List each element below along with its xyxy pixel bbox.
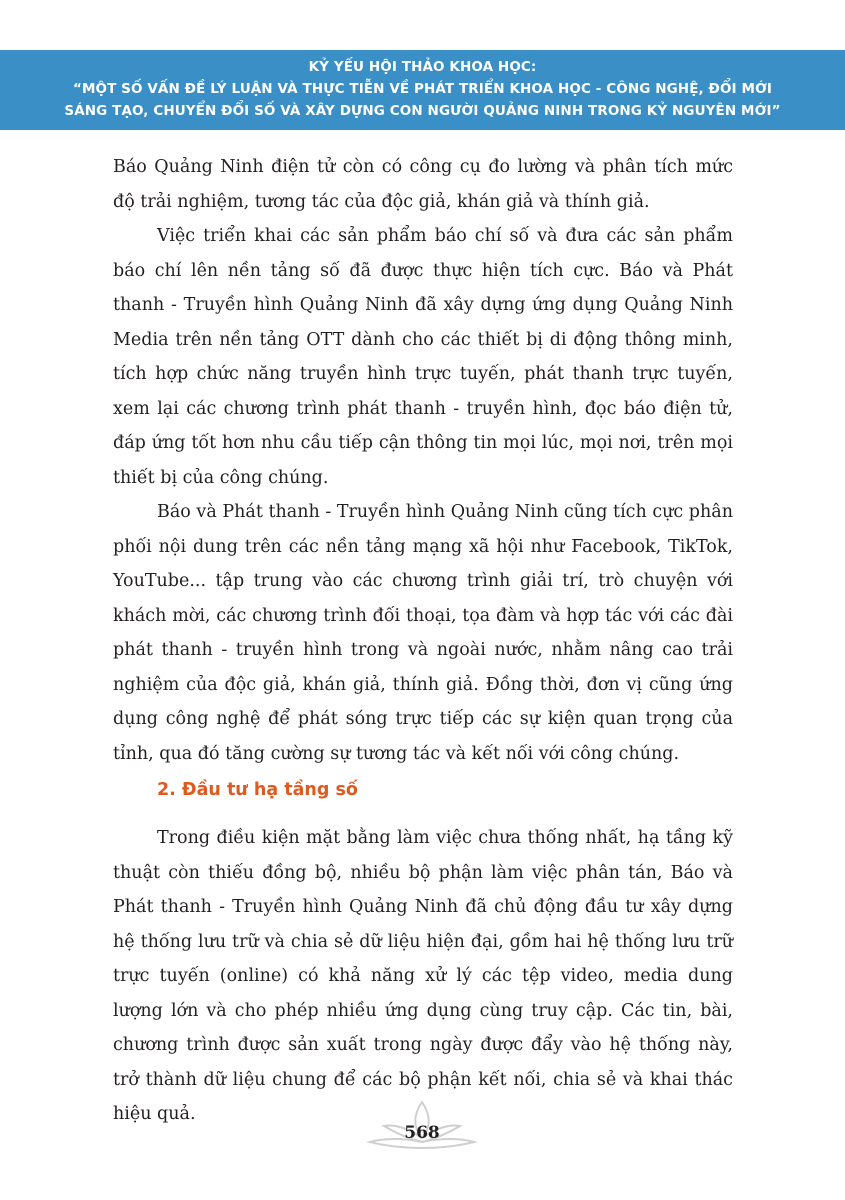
paragraph-1: Báo Quảng Ninh điện tử còn có công cụ đo lường và phân tích mức độ trải nghiệm, tương tác của độc giả, khán giả và thính giả.	[113, 157, 733, 212]
page-number-block	[362, 1098, 482, 1158]
paragraph-2: Việc triển khai các sản phẩm báo chí số và đưa các sản phẩm báo chí lên nền tảng số đã được thực hiện tích cực. Báo và Phát thanh - Truyền hình Quảng Ninh đã xây dựng ứng dụng Quảng Ninh Media trên nền tảng OTT dành cho các thiết bị di động thông minh, tích hợp chức năng truyền hình trực tuyến, phát thanh trực tuyến, xem lại các chương trình phát thanh - truyền hình, đọc báo điện tử, đáp ứng tốt hơn nhu cầu tiếp cận thông tin mọi lúc, mọi nơi, trên mọi thiết bị của công chúng.	[113, 226, 733, 488]
section-heading: 2. Đầu tư hạ tầng số	[157, 780, 358, 800]
header-line-2: “MỘT SỐ VẤN ĐỀ LÝ LUẬN VÀ THỰC TIỄN VỀ PHÁT TRIỂN KHOA HỌC - CÔNG NGHỆ, ĐỔI MỚI	[72, 81, 773, 97]
paragraph-3: Báo và Phát thanh - Truyền hình Quảng Ninh cũng tích cực phân phối nội dung trên các nền tảng mạng xã hội như Facebook, TikTok, YouTube... tập trung vào các chương trình giải trí, trò chuyện với khách mời, các chương trình đối thoại, tọa đàm và hợp tác với các đài phát thanh - truyền hình trong và ngoài nước, nhằm nâng cao trải nghiệm của độc giả, khán giả, thính giả. Đồng thời, đơn vị cũng ứng dụng công nghệ để phát sóng trực tiếp các sự kiện quan trọng của tỉnh, qua đó tăng cường sự tương tác và kết nối với công chúng.	[113, 502, 733, 764]
header-line-3: SÁNG TẠO, CHUYỂN ĐỔI SỐ VÀ XÂY DỰNG CON NGƯỜI QUẢNG NINH TRONG KỶ NGUYÊN MỚI”	[64, 103, 781, 119]
body-text	[113, 150, 733, 1132]
header-line-1: KỶ YẾU HỘI THẢO KHOA HỌC:	[308, 59, 537, 75]
running-header	[0, 50, 845, 130]
page-number: 568	[404, 1123, 440, 1143]
paragraph-4: Trong điều kiện mặt bằng làm việc chưa thống nhất, hạ tầng kỹ thuật còn thiếu đồng bộ, nhiều bộ phận làm việc phân tán, Báo và Phát thanh - Truyền hình Quảng Ninh đã chủ động đầu tư xây dựng hệ thống lưu trữ và chia sẻ dữ liệu hiện đại, gồm hai hệ thống lưu trữ trực tuyến (online) có khả năng xử lý các tệp video, media dung lượng lớn và cho phép nhiều ứng dụng cùng truy cập. Các tin, bài, chương trình được sản xuất trong ngày được đẩy vào hệ thống này, trở thành dữ liệu chung để các bộ phận kết nối, chia sẻ và khai thác hiệu quả.	[113, 828, 733, 1124]
